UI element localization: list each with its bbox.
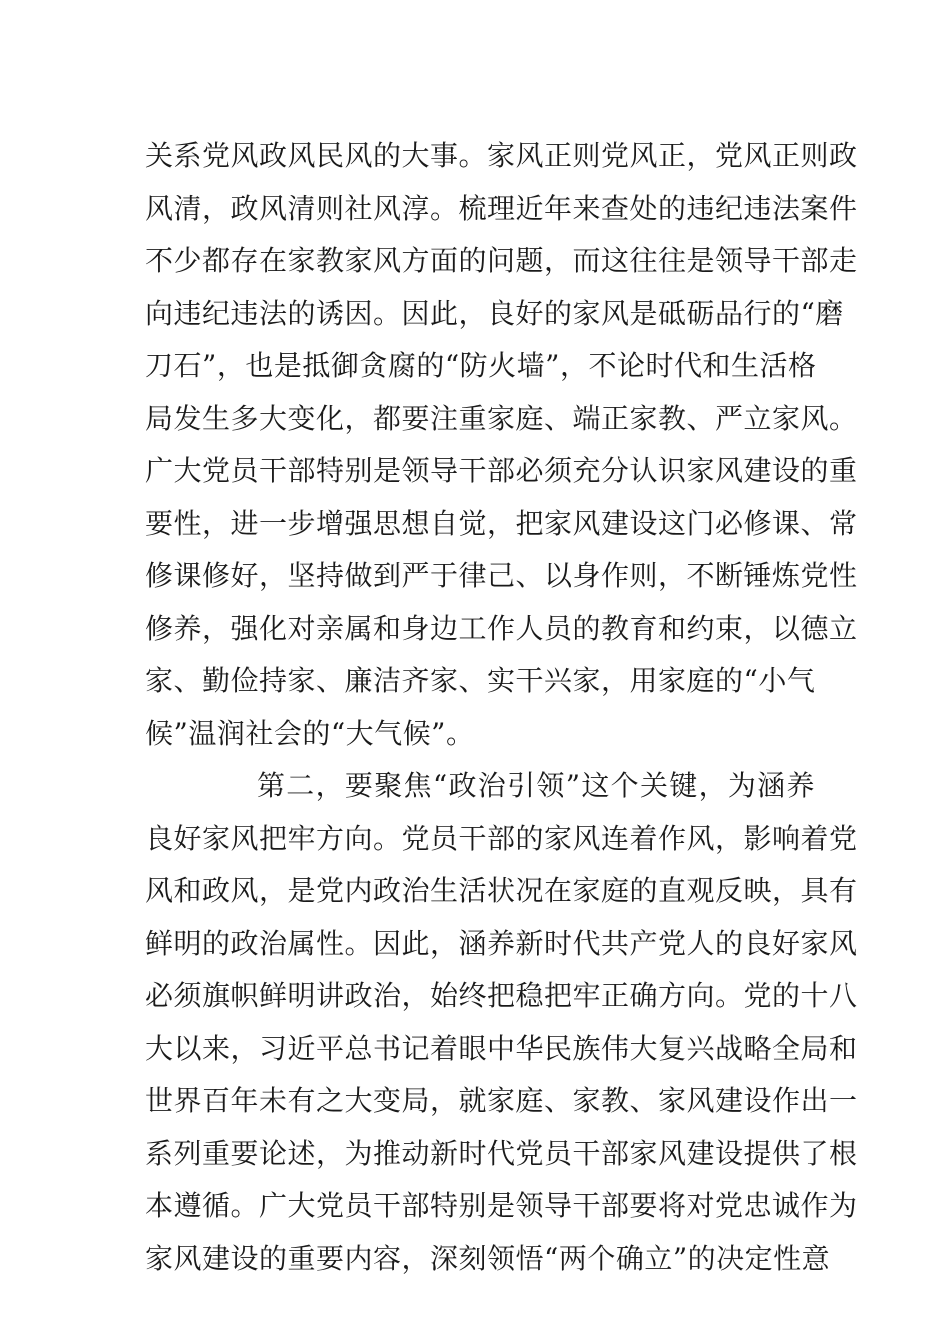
text-line: 世界百年未有之大变局，就家庭、家教、家风建设作出一 <box>145 1084 858 1117</box>
text-line: 候”温润社会的“大气候”。 <box>145 717 475 750</box>
text-line: 修课修好，坚持做到严于律己、以身作则，不断锤炼党性 <box>145 559 858 592</box>
text-line: 风清，政风清则社风淳。梳理近年来查处的违纪违法案件 <box>145 192 858 225</box>
text-line: 必须旗帜鲜明讲政治，始终把稳把牢正确方向。党的十八 <box>145 979 858 1012</box>
text-line: 家、勤俭持家、廉洁齐家、实干兴家，用家庭的“小气 <box>145 664 816 697</box>
text-line: 要性，进一步增强思想自觉，把家风建设这门必修课、常 <box>145 507 858 540</box>
paragraph-start-line: 第二，要聚焦“政治引领”这个关键，为涵养 <box>257 769 815 802</box>
text-line: 鲜明的政治属性。因此，涵养新时代共产党人的良好家风 <box>145 927 858 960</box>
text-line: 良好家风把牢方向。党员干部的家风连着作风，影响着党 <box>145 822 858 855</box>
text-line: 本遵循。广大党员干部特别是领导干部要将对党忠诚作为 <box>145 1189 858 1222</box>
text-line: 风和政风，是党内政治生活状况在家庭的直观反映，具有 <box>145 874 858 907</box>
text-line: 大以来，习近平总书记着眼中华民族伟大复兴战略全局和 <box>145 1032 858 1065</box>
text-line: 局发生多大变化，都要注重家庭、端正家教、严立家风。 <box>145 402 858 435</box>
text-line: 关系党风政风民风的大事。家风正则党风正，党风正则政 <box>145 139 858 172</box>
text-line: 家风建设的重要内容，深刻领悟“两个确立”的决定性意 <box>145 1242 831 1275</box>
text-line: 不少都存在家教家风方面的问题，而这往往是领导干部走 <box>145 244 858 277</box>
text-line: 刀石”，也是抵御贪腐的“防火墙”，不论时代和生活格 <box>145 349 817 382</box>
text-line: 系列重要论述，为推动新时代党员干部家风建设提供了根 <box>145 1137 858 1170</box>
text-line: 修养，强化对亲属和身边工作人员的教育和约束，以德立 <box>145 612 858 645</box>
text-line: 广大党员干部特别是领导干部必须充分认识家风建设的重 <box>145 454 858 487</box>
text-line: 向违纪违法的诱因。因此，良好的家风是砥砺品行的“磨 <box>145 297 844 330</box>
